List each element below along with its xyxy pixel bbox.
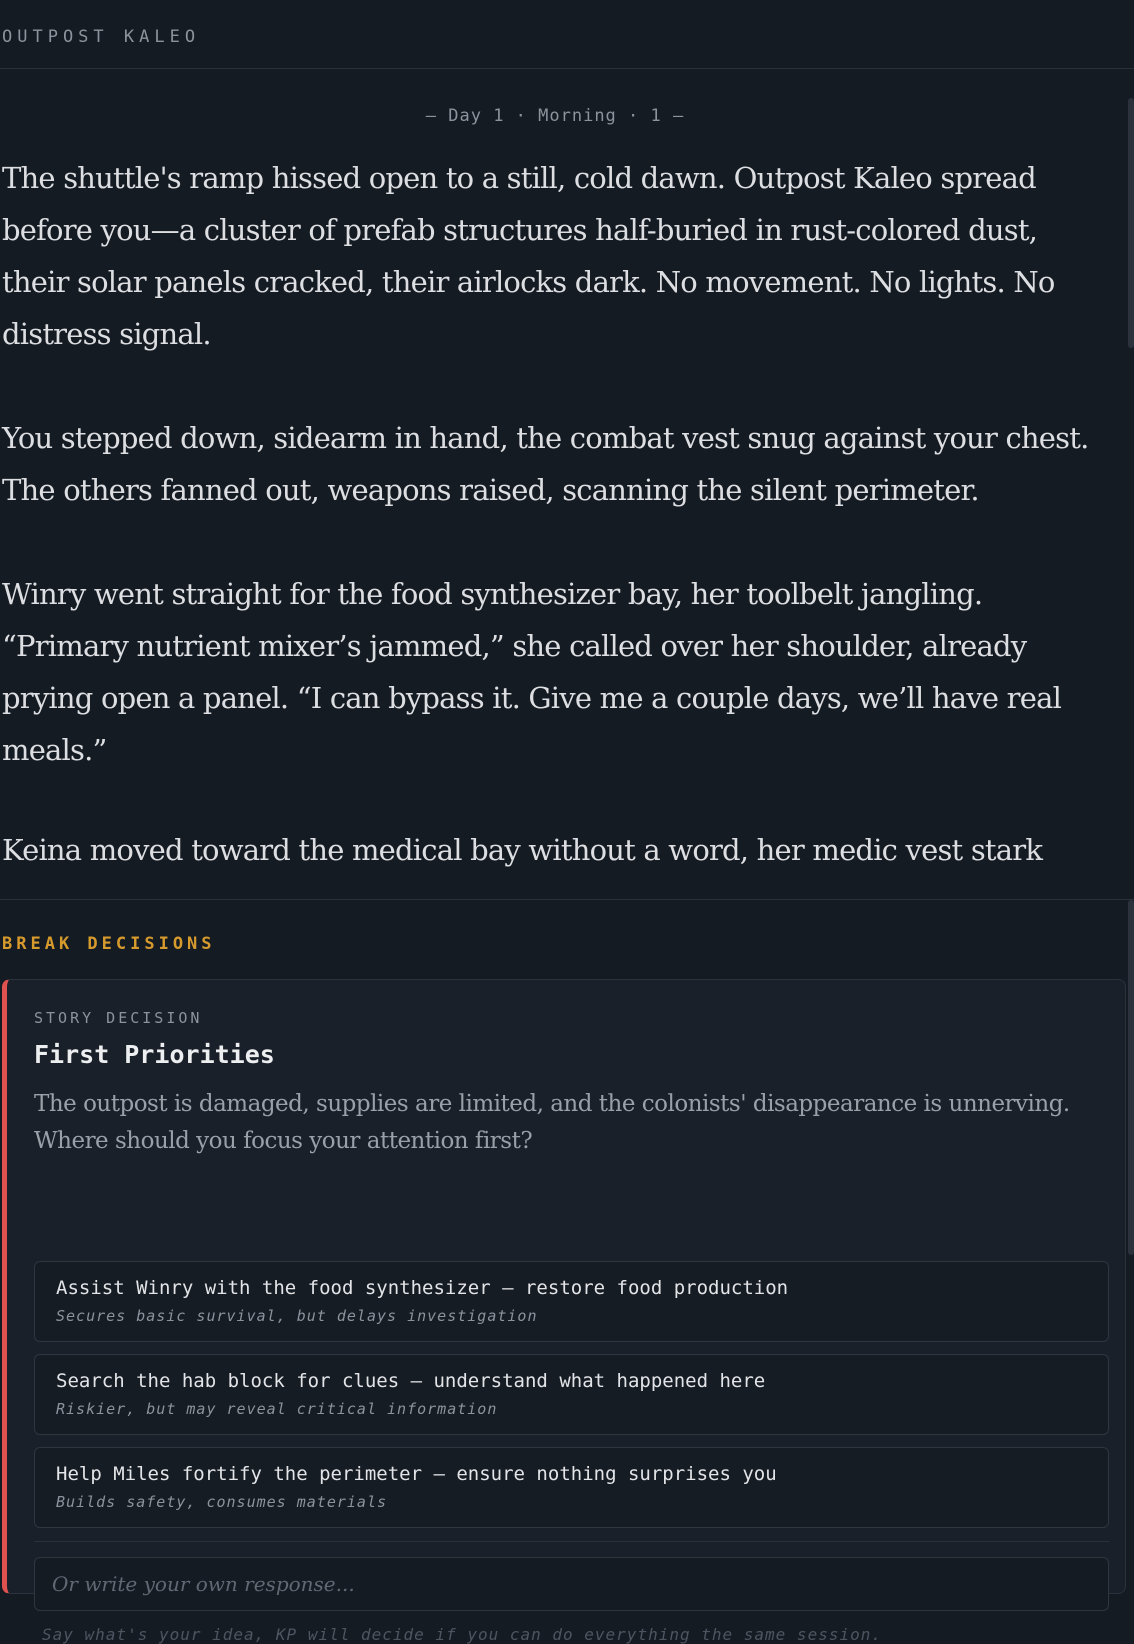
story-scrollbar[interactable]: [1128, 98, 1134, 348]
story-paragraph: Winry went straight for the food synthesizer bay, her toolbelt jangling. “Primary nutrient mixer’s jammed,” she called over her shoulder, already prying open a panel. “I can bypass it. Give me a couple days, we’ll have real meals.”: [2, 577, 1062, 767]
divider: [34, 1541, 1109, 1542]
option-label: Help Miles fortify the perimeter — ensure nothing surprises you: [56, 1463, 777, 1485]
decision-option-food-synthesizer[interactable]: [34, 1261, 1109, 1342]
story-paragraph: The shuttle's ramp hissed open to a still, cold dawn. Outpost Kaleo spread before you—a cluster of prefab structures half-buried in rust-colored dust, their solar panels cracked, their airlocks dark. No movement. No lights. No distress signal.: [2, 161, 1055, 351]
custom-response-input[interactable]: [34, 1557, 1109, 1611]
option-hint: Secures basic survival, but delays investigation: [56, 1307, 538, 1325]
decision-card: [2, 979, 1126, 1644]
decision-title: First Priorities: [34, 1040, 275, 1069]
app-brand: OUTPOST KALEO: [2, 27, 201, 47]
decision-description: The outpost is damaged, supplies are limited, and the colonists' disappearance is unnerving. Where should you focus your attention first?: [34, 1091, 1070, 1154]
story-paragraph: Keina moved toward the medical bay without a word, her medic vest stark: [2, 833, 1043, 867]
story-panel[interactable]: [0, 70, 1134, 900]
decisions-heading: BREAK DECISIONS: [2, 934, 216, 954]
option-label: Assist Winry with the food synthesizer — restore food production: [56, 1277, 789, 1299]
scene-marker: — Day 1 · Morning · 1 —: [425, 106, 685, 126]
top-bar: [0, 0, 1134, 69]
decisions-scrollbar[interactable]: [1128, 900, 1134, 1255]
option-label: Search the hab block for clues — understand what happened here: [56, 1370, 766, 1392]
decisions-panel: [0, 900, 1134, 1644]
option-hint: Builds safety, consumes materials: [56, 1493, 388, 1511]
story-paragraph: You stepped down, sidearm in hand, the combat vest snug against your chest. The others fanned out, weapons raised, scanning the silent perimeter.: [2, 421, 1089, 507]
decision-option-hab-block[interactable]: [34, 1354, 1109, 1435]
custom-response-hint: Say what's your idea, KP will decide if you can do everything the same session.: [42, 1625, 882, 1644]
decision-type-label: STORY DECISION: [34, 1009, 203, 1027]
option-hint: Riskier, but may reveal critical information: [56, 1400, 498, 1418]
decision-option-perimeter[interactable]: [34, 1447, 1109, 1528]
